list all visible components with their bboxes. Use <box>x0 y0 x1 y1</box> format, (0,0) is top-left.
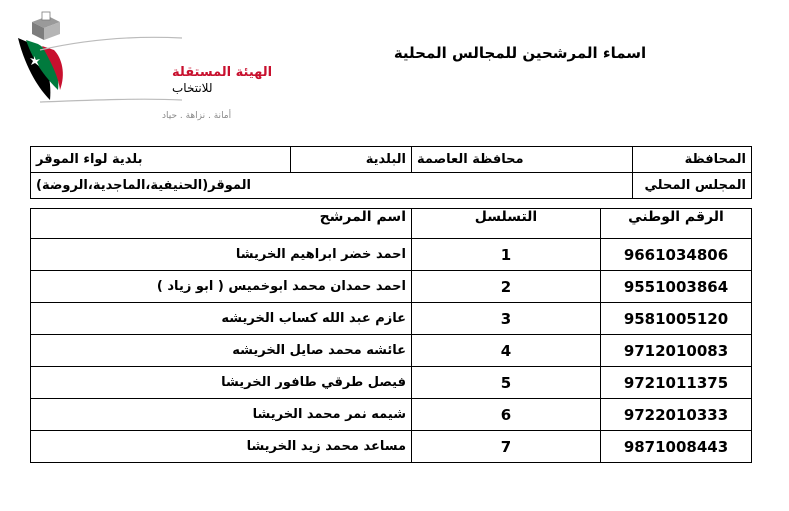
municipality-value: بلدية لواء الموقر <box>31 147 291 173</box>
org-name-line1: الهيئة المستقلة <box>172 65 273 80</box>
info-row-council <box>31 173 752 199</box>
national-id-cell: 9581005120 <box>601 303 752 335</box>
national-id-cell: 9721011375 <box>601 367 752 399</box>
council-value: الموقر(الحنيفية،الماجدية،الروضة) <box>31 173 633 199</box>
header-candidate-name: اسم المرشح <box>31 209 412 239</box>
council-label: المجلس المحلي <box>633 173 752 199</box>
candidates-table <box>30 208 752 463</box>
table-row <box>31 367 752 399</box>
national-id-cell: 9871008443 <box>601 431 752 463</box>
table-row <box>31 399 752 431</box>
candidate-name-cell: احمد خضر ابراهيم الخريشا <box>31 239 412 271</box>
header-sequence: التسلسل <box>412 209 601 239</box>
candidate-name-cell: عازم عبد الله كساب الخريشه <box>31 303 412 335</box>
sequence-cell: 4 <box>412 335 601 367</box>
national-id-cell: 9661034806 <box>601 239 752 271</box>
candidate-name-cell: فيصل طرقي طافور الخريشا <box>31 367 412 399</box>
candidate-name-cell: احمد حمدان محمد ابوخميس ( ابو زياد ) <box>31 271 412 303</box>
governorate-value: محافظة العاصمة <box>412 147 633 173</box>
national-id-cell: 9722010333 <box>601 399 752 431</box>
table-row <box>31 271 752 303</box>
municipality-label: البلدية <box>291 147 412 173</box>
info-table <box>30 146 752 199</box>
table-row <box>31 303 752 335</box>
ballot-box-icon <box>32 12 60 40</box>
table-row <box>31 239 752 271</box>
info-row-governorate <box>31 147 752 173</box>
governorate-label: المحافظة <box>633 147 752 173</box>
header-national-id: الرقم الوطني <box>601 209 752 239</box>
sequence-cell: 5 <box>412 367 601 399</box>
sequence-cell: 3 <box>412 303 601 335</box>
candidate-name-cell: مساعد محمد زيد الخريشا <box>31 431 412 463</box>
candidate-name-cell: شيمه نمر محمد الخريشا <box>31 399 412 431</box>
sequence-cell: 1 <box>412 239 601 271</box>
sequence-cell: 6 <box>412 399 601 431</box>
page-title: اسماء المرشحين للمجالس المحلية <box>393 44 647 62</box>
national-id-cell: 9551003864 <box>601 271 752 303</box>
candidate-name-cell: عائشه محمد صايل الخريشه <box>31 335 412 367</box>
sequence-cell: 7 <box>412 431 601 463</box>
org-name-line2: للانتخاب <box>172 81 213 95</box>
table-row <box>31 431 752 463</box>
candidates-header-row <box>31 209 752 239</box>
org-tagline: أمانة . نزاهة . حياد <box>162 111 232 121</box>
sequence-cell: 2 <box>412 271 601 303</box>
table-row <box>31 335 752 367</box>
national-id-cell: 9712010083 <box>601 335 752 367</box>
election-commission-logo <box>12 10 273 122</box>
